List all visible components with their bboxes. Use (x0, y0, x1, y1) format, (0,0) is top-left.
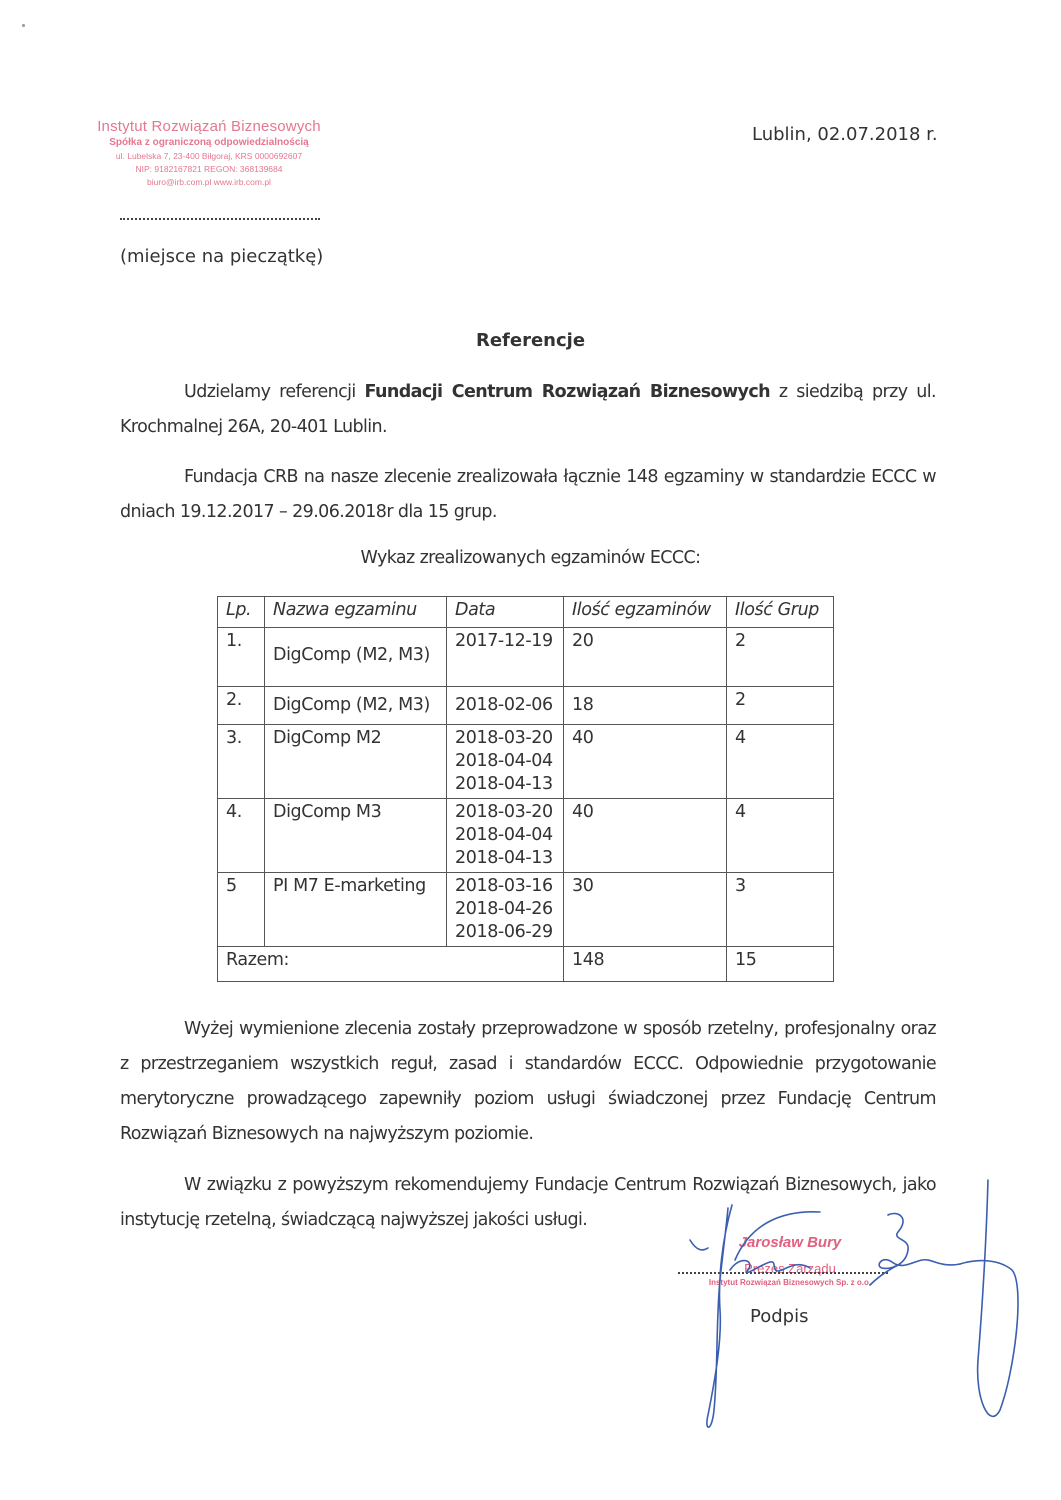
document-title: Referencje (475, 330, 586, 351)
stamp-ids: NIP: 9182167821 REGON: 368139684 (135, 164, 283, 174)
cell-groups: 2 (727, 687, 834, 725)
date-line: 2018-04-26 (455, 899, 553, 919)
cell-groups: 2 (727, 628, 834, 687)
header-count: Ilość egzaminów (564, 597, 727, 628)
total-count: 148 (564, 947, 727, 982)
cell-lp: 4. (218, 799, 265, 873)
table-row (218, 725, 834, 799)
signer-role: Prezes Zarządu (744, 1261, 836, 1276)
intro-after: z siedzibą przy ul. Krochmalnej 26A, 20-401 Lublin. (120, 382, 936, 437)
signature-stamp (690, 1234, 890, 1287)
cell-count: 40 (564, 799, 727, 873)
header-groups: Ilość Grup (727, 597, 834, 628)
cell-groups: 3 (727, 873, 834, 947)
stamp-placeholder-line (120, 218, 320, 220)
cell-count: 30 (564, 873, 727, 947)
cell-groups: 4 (727, 799, 834, 873)
cell-date (447, 873, 564, 947)
exams-table (217, 596, 834, 982)
date-line: 2018-03-20 (455, 728, 553, 748)
stamp-contact: biuro@irb.com.pl www.irb.com.pl (147, 177, 271, 187)
paragraph-recommendation (120, 1168, 936, 1238)
stamp-caption: (miejsce na pieczątkę) (120, 246, 324, 267)
date-line: 2018-03-20 (455, 802, 553, 822)
table-row (218, 628, 834, 687)
date-line: 2018-02-06 (455, 695, 553, 715)
date-line: 2018-06-29 (455, 922, 553, 942)
cell-count: 18 (564, 687, 727, 725)
cell-date (447, 725, 564, 799)
recommendation-text: W związku z powyższym rekomendujemy Fundacje Centrum Rozwiązań Biznesowych, jako instytucję rzetelną, świadczącą najwyższej jakości usługi. (120, 1175, 936, 1230)
cell-date (447, 799, 564, 873)
city-date: Lublin, 02.07.2018 r. (752, 124, 938, 145)
signature-stroke-tail (960, 1180, 1018, 1416)
cell-count: 20 (564, 628, 727, 687)
cell-groups: 4 (727, 725, 834, 799)
table-row (218, 799, 834, 873)
signature-label: Podpis (750, 1306, 809, 1327)
cell-name: DigComp M2 (265, 725, 447, 799)
signer-name: Jarosław Bury (738, 1234, 842, 1251)
header-name: Nazwa egzaminu (265, 597, 447, 628)
cell-name: PI M7 E-marketing (265, 873, 447, 947)
paragraph-intro (120, 375, 936, 445)
date-line: 2018-04-04 (455, 825, 553, 845)
table-caption: Wykaz zrealizowanych egzaminów ECCC: (360, 548, 701, 568)
cell-lp: 2. (218, 687, 265, 725)
cell-name: DigComp (M2, M3) (265, 628, 447, 687)
intro-before: Udzielamy referencji (184, 382, 365, 402)
cell-lp: 3. (218, 725, 265, 799)
signature-line (678, 1272, 888, 1274)
table-row (218, 873, 834, 947)
cell-date (447, 687, 564, 725)
date-line: 2018-04-13 (455, 848, 553, 868)
table-header-row (218, 597, 834, 628)
total-label: Razem: (218, 947, 564, 982)
summary-text: Fundacja CRB na nasze zlecenie zrealizowała łącznie 148 egzaminy w standardzie ECCC w dniach 19.12.2017 – 29.06.2018r dla 15 grup. (120, 467, 936, 522)
scan-speck (22, 24, 25, 27)
header-date: Data (447, 597, 564, 628)
table-total-row (218, 947, 834, 982)
table-row (218, 687, 834, 725)
foundation-name: Fundacji Centrum Rozwiązań Biznesowych (364, 382, 770, 402)
quality-text: Wyżej wymienione zlecenia zostały przeprowadzone w sposób rzetelny, profesjonalny oraz z przestrzeganiem wszystkich reguł, zasad i standardów ECCC. Odpowiednie przygotowanie merytoryczne prowadzącego zapewniły poziom usługi świadczonej przez Fundację Centrum Rozwiązań Biznesowych na najwyższym poziomie. (120, 1019, 936, 1144)
date-line: 2018-04-04 (455, 751, 553, 771)
cell-name: DigComp (M2, M3) (265, 687, 447, 725)
stamp-address: ul. Lubelska 7, 23-400 Biłgoraj, KRS 0000692607 (115, 151, 303, 161)
signer-organization: Instytut Rozwiązań Biznesowych Sp. z o.o. (708, 1278, 872, 1287)
stamp-subtitle: Spółka z ograniczoną odpowiedzialnością (109, 137, 309, 148)
header-lp: Lp. (218, 597, 265, 628)
cell-lp: 5 (218, 873, 265, 947)
paragraph-quality (120, 1012, 936, 1152)
company-stamp (84, 118, 334, 187)
date-line: 2018-03-16 (455, 876, 553, 896)
date-line: 2018-04-13 (455, 774, 553, 794)
date-line: 2017-12-19 (455, 631, 553, 651)
cell-name: DigComp M3 (265, 799, 447, 873)
cell-date (447, 628, 564, 687)
total-groups: 15 (727, 947, 834, 982)
paragraph-summary (120, 460, 936, 530)
stamp-title: Instytut Rozwiązań Biznesowych (97, 118, 321, 135)
cell-count: 40 (564, 725, 727, 799)
cell-lp: 1. (218, 628, 265, 687)
